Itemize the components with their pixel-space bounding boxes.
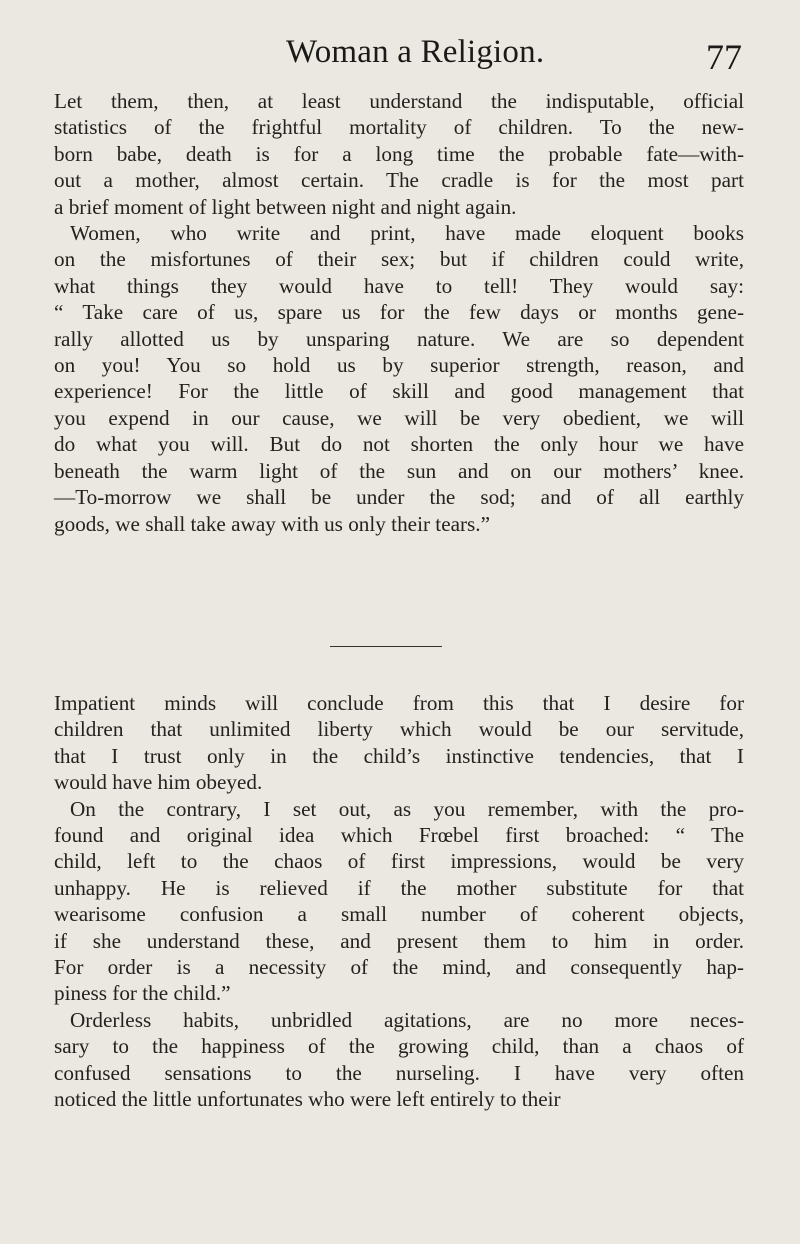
section-divider [330,646,442,647]
text-line: beneath the warm light of the sun and on our mothers’ knee. [54,458,744,483]
text-line: you expend in our cause, we will be very obedient, we will [54,405,744,430]
text-line: experience! For the little of skill and good management that [54,379,744,404]
text-line: Women, who write and print, have made eloquent books [70,221,744,246]
text-line: unhappy. He is relieved if the mother substitute for that [54,875,744,900]
text-line: goods, we shall take away with us only their tears.” [54,511,490,536]
text-line: sary to the happiness of the growing child, than a chaos of [54,1034,744,1059]
text-line: if she understand these, and present them to him in order. [54,928,744,953]
running-head: Woman a Religion. [286,34,545,70]
text-line: “ Take care of us, spare us for the few days or months gene- [54,300,744,325]
text-line: piness for the child.” [54,981,231,1006]
text-line: rally allotted us by unsparing nature. We are so dependent [54,326,744,351]
text-line: For order is a necessity of the mind, and consequently hap- [54,955,744,980]
page-number: 77 [706,37,742,77]
text-line: on you! You so hold us by superior strength, reason, and [54,353,744,378]
text-line: On the contrary, I set out, as you remember, with the pro- [70,796,744,821]
text-line: Let them, then, at least understand the indisputable, official [54,89,744,113]
text-line: confused sensations to the nurseling. I have very often [54,1060,744,1085]
text-line: born babe, death is for a long time the probable fate—with- [54,141,744,166]
text-line: that I trust only in the child’s instinctive tendencies, that I [54,743,744,768]
text-line: children that unlimited liberty which would be our servitude, [54,717,744,742]
text-block-two [54,690,744,1113]
text-line: Impatient minds will conclude from this that I desire for [54,691,744,715]
text-line: would have him obeyed. [54,770,263,795]
text-line: noticed the little unfortunates who were left entirely to their [54,1087,561,1112]
text-line: child, left to the chaos of first impressions, would be very [54,849,744,874]
text-line: found and original idea which Frœbel first broached: “ The [54,823,744,848]
text-line: Orderless habits, unbridled agitations, are no more neces- [70,1007,744,1032]
text-line: on the misfortunes of their sex; but if children could write, [54,247,744,272]
text-line: out a mother, almost certain. The cradle is for the most part [54,168,744,193]
text-line: —To-morrow we shall be under the sod; and of all earthly [54,485,744,510]
text-line: do what you will. But do not shorten the only hour we have [54,432,744,457]
text-line: wearisome confusion a small number of coherent objects, [54,902,744,927]
text-line: what things they would have to tell! They would say: [54,273,744,298]
text-block-one [54,88,744,537]
text-line: a brief moment of light between night and night again. [54,194,517,219]
text-line: statistics of the frightful mortality of children. To the new- [54,115,744,140]
